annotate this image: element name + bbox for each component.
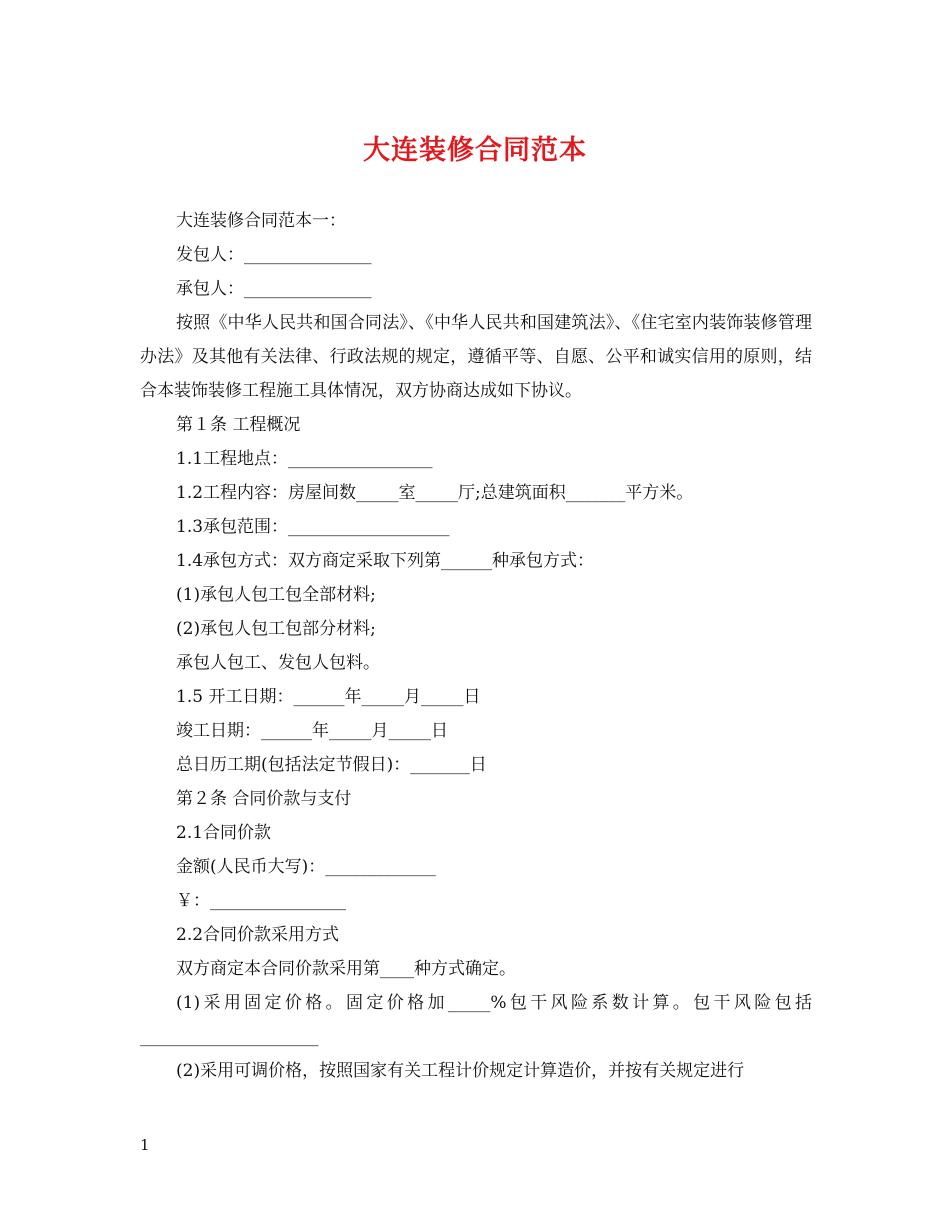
paragraph: 双方商定本合同价款采用第____种方式确定。 — [176, 959, 516, 979]
paragraph: 第１条 工程概况 — [176, 415, 301, 435]
paragraph: 2.2合同价款采用方式 — [176, 925, 340, 945]
paragraph: 2.1合同价款 — [176, 823, 272, 843]
paragraph: (2)承包人包工包部分材料; — [176, 619, 376, 639]
paragraph: 竣工日期：______年_____月_____日 — [176, 721, 448, 741]
paragraph: 总日历工期(包括法定节假日)：_______日 — [176, 755, 487, 775]
paragraph: 第２条 合同价款与支付 — [176, 789, 352, 809]
paragraph: 1.5 开工日期：______年_____月_____日 — [176, 687, 481, 707]
paragraph: (1)承包人包工包全部材料; — [176, 585, 376, 605]
paragraph: (2)采用可调价格，按照国家有关工程计价规定计算造价，并按有关规定进行 — [176, 1061, 745, 1081]
paragraph: 发包人：_______________ — [176, 245, 372, 265]
paragraph: 大连装修合同范本一： — [176, 211, 346, 231]
paragraph: 按照《中华人民共和国合同法》、《中华人民共和国建筑法》、《住宅室内装饰装修管理办法》及其他有关法律、行政法规的规定，遵循平等、自愿、公平和诚实信用的原则，结合本装饰装修工程施工具体情况，双方协商达成如下协议。 — [140, 313, 812, 401]
document-title: 大连装修合同范本 — [363, 135, 587, 166]
document-body — [140, 204, 812, 1088]
paragraph: 1.3承包范围：___________________ — [176, 517, 450, 537]
paragraph: 1.4承包方式：双方商定采取下列第______种承包方式： — [176, 551, 595, 571]
page-number: 1 — [140, 1136, 150, 1154]
paragraph: (1)采用固定价格。固定价格加_____%包干风险系数计算。包干风险包括_____________________ — [140, 993, 812, 1047]
paragraph: 承包人：_______________ — [176, 279, 372, 299]
paragraph: 承包人包工、发包人包料。 — [176, 653, 380, 673]
paragraph: 金额(人民币大写)：_____________ — [176, 857, 436, 877]
paragraph: 1.1工程地点：_________________ — [176, 449, 433, 469]
paragraph: 1.2工程内容：房屋间数_____室_____厅;总建筑面积_______平方米。 — [176, 483, 694, 503]
paragraph: ￥：________________ — [176, 891, 346, 911]
